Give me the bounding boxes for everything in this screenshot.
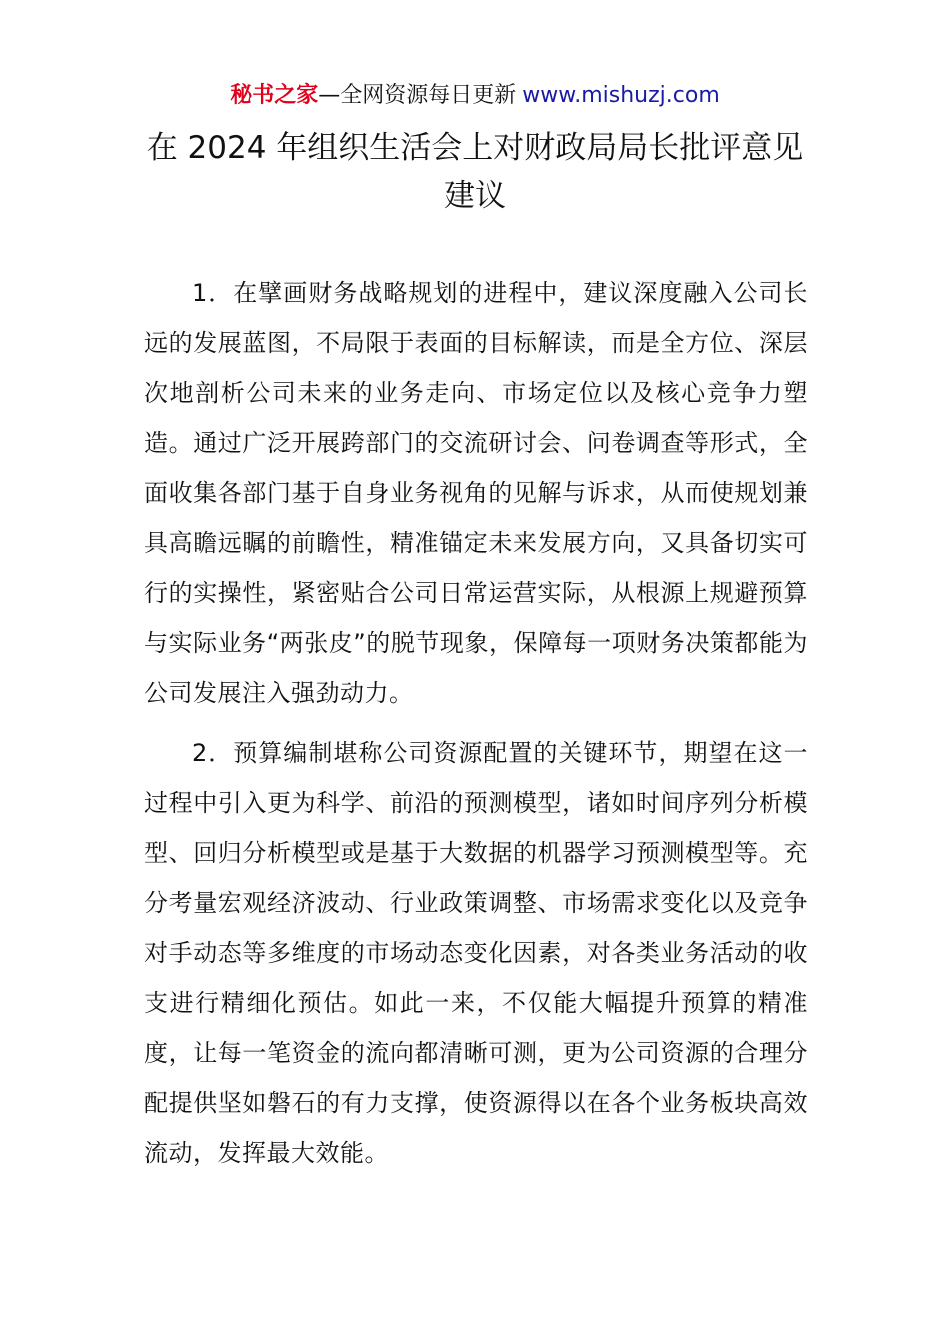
document-body	[144, 268, 808, 1188]
paragraph-1: 1．在擘画财务战略规划的进程中，建议深度融入公司长远的发展蓝图，不局限于表面的目标解读，而是全方位、深层次地剖析公司未来的业务走向、市场定位以及核心竞争力塑造。通过广泛开展跨部门的交流研讨会、问卷调查等形式，全面收集各部门基于自身业务视角的见解与诉求，从而使规划兼具高瞻远瞩的前瞻性，精准锚定未来发展方向，又具备切实可行的实操性，紧密贴合公司日常运营实际，从根源上规避预算与实际业务“两张皮”的脱节现象，保障每一项财务决策都能为公司发展注入强劲动力。	[144, 279, 808, 707]
paragraph-2: 2．预算编制堪称公司资源配置的关键环节，期望在这一过程中引入更为科学、前沿的预测模型，诸如时间序列分析模型、回归分析模型或是基于大数据的机器学习预测模型等。充分考量宏观经济波动、行业政策调整、市场需求变化以及竞争对手动态等多维度的市场动态变化因素，对各类业务活动的收支进行精细化预估。如此一来，不仅能大幅提升预算的精准度，让每一笔资金的流向都清晰可测，更为公司资源的合理分配提供坚如磐石的有力支撑，使资源得以在各个业务板块高效流动，发挥最大效能。	[144, 739, 808, 1167]
site-header	[0, 80, 950, 112]
document-title: 在 2024 年组织生活会上对财政局局长批评意见建议	[146, 130, 804, 214]
header-tagline: —全网资源每日更新	[318, 83, 517, 108]
brand-name: 秘书之家	[230, 83, 319, 108]
site-url-link[interactable]: www.mishuzj.com	[522, 83, 720, 108]
